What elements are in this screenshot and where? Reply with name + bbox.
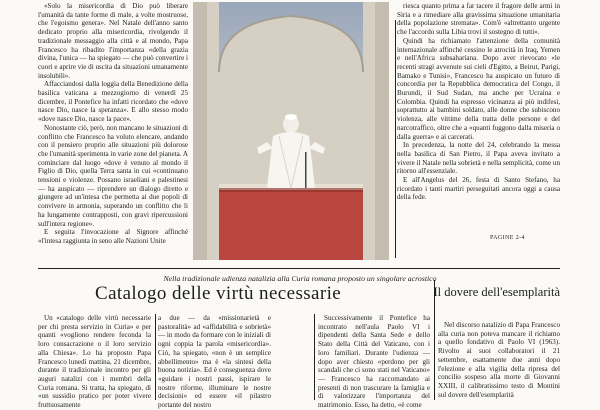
page-reference: PAGINE 2-4	[490, 235, 525, 241]
article-paragraph: E seguita l'invocazione al Signore affinché «l'intesa raggiunta in seno alle Nazioni Unite	[38, 228, 188, 245]
sidebar-column	[438, 321, 560, 400]
article-paragraph: a due — da «missionarietà e pastoralità» ad «affidabilità e sobrietà» — in modo da formare con le iniziali di ogni coppia la parola «misericordia». Ciò, ha spiegato, «non è un semplice abbellimento» ma è «la sintesi della buona notizia». Ed è conseguenza dove «guidare i nostri passi, ispirare le nostre riforme, illuminare le nostre decisioni» ed essere «il pilastro portante del nostro	[158, 314, 271, 410]
pope-loggia-photo	[193, 2, 389, 260]
article-column-right	[397, 2, 560, 234]
article-column-left	[38, 2, 188, 256]
article-paragraph: In precedenza, la notte del 24, celebrando la messa nella basilica di San Pietro, il Papa aveva invitato a vivere il Natale nella sobrietà e nella semplicità, come un ritorno all'essenziale.	[397, 141, 560, 176]
section-divider	[38, 268, 560, 269]
article-paragraph: Un «catalogo delle virtù necessarie per chi presta servizio in Curia» e per quanti «vogliono rendere feconda la loro consacrazione o il loro servizio alla Chiesa». Lo ha proposto Papa Francesco lunedì mattina, 21 dicembre, durante il tradizionale incontro per gli auguri natalizi con i membri della Curia romana. Si tratta, ha spiegato, di «un sussidio pratico per poter vivere fruttuosamente	[38, 314, 151, 410]
story-column-2	[158, 314, 271, 410]
article-paragraph: riesca quanto prima a far tacere il fragore delle armi in Siria e a rimediare alla gravissima situazione umanitaria della popolazione stremata». Com'è «altrettanto urgente che l'accordo sulla Libia trovi il sostegno di tutti».	[397, 2, 560, 37]
kicker: Nella tradizionale udienza natalizia alla Curia romana proposto un singolare acrostico	[163, 274, 437, 283]
side-headline: Il dovere dell'esemplarità	[433, 285, 560, 299]
story-column-1	[38, 314, 151, 410]
article-paragraph: Successivamente il Pontefice ha incontrato nell'aula Paolo VI i dipendenti della Santa Sede e dello Stato della Città del Vaticano, con i loro familiari. Durante l'udienza — dopo aver chiesto «perdono per gli scandali che ci sono stati nel Vaticano» — Francesco ha raccomandato ai presenti di non trascurare la famiglia e di valorizzare l'importanza del matrimonio. Esso, ha detto, «è come	[318, 314, 430, 410]
article-paragraph: «Solo la misericordia di Dio può liberare l'umanità da tante forme di male, a volte mostruose, che l'egoismo genera». Nel Natale dell'anno santo dedicato proprio alla misericordia, rivolgendo il tradizionale messaggio alla città e al mondo, Papa Francesco ha ribadito l'importanza «della grazia divina, l'unica — ha spiegato — che può convertire i cuori e aprire vie di uscita da situazioni umanamente insolubili».	[38, 2, 188, 80]
article-paragraph: Nel discorso natalizio di Papa Francesco alla curia non poteva mancare il richiamo a quello fondativo di Paolo VI (1963). Rivolto ai suoi collaboratori il 21 settembre, esattamente due anni dopo l'elezione e alla vigilia della ripresa del concilio sospeso alla morte di Giovanni XXIII, il calibratissimo testo di Montini sul dovere dell'esemplarità	[438, 321, 560, 399]
article-paragraph: E all'Angelus del 26, festa di Santo Stefano, ha ricordato i tanti martiri perseguitati ancora oggi a causa della fede.	[397, 176, 560, 202]
article-paragraph: Affacciandosi dalla loggia della Benedizione della basilica vaticana a mezzogiorno di venerdì 25 dicembre, il Pontefice ha infatti ricordato che «dove nasce Dio, nasce la speranza». E allo stesso modo «dove nasce Dio, nasce la pace».	[38, 80, 188, 124]
story-column-3	[318, 314, 430, 410]
column-rule	[314, 314, 315, 400]
headline: Catalogo delle virtù necessarie	[95, 283, 342, 304]
column-rule	[395, 20, 396, 258]
article-paragraph: Quindi ha richiamato l'attenzione della comunità internazionale affinché cessino le atrocità in Iraq, Yemen e nell'Africa subsahariana. Dopo aver rievocato «le recenti stragi avvenute sui cieli d'Egitto, a Beirut, Parigi, Bamako e Tunisi», Francesco ha auspicato un futuro di concordia per la Repubblica democratica del Congo, il Burundi, il Sud Sudan, ma anche per Ucraina e Colombia. Quindi ha espresso vicinanza ai più indifesi, soprattutto ai bambini soldato, alle donne che subiscono violenza, alle vittime della tratta delle persone e del narcotraffico, oltre che a «quanti fuggono dalla miseria o dalla guerra» e ai carcerati.	[397, 36, 560, 141]
article-paragraph: Nonostante ciò, però, non mancano le situazioni di conflitto che Francesco ha voluto elencare, andando con il pensiero proprio alle situazioni più dolorose che l'umanità sperimenta in varie zone del pianeta. A cominciare dal luogo «dove è venuto al mondo il Figlio di Dio, quella Terra santa in cui «continuano tensioni e violenze. Possano israeliani e palestinesi — ha auspicato — riprendere un dialogo diretto e giungere ad un'intesa che permetta ai due popoli di convivere in armonia, superando un conflitto che li ha lungamente contrapposti, con gravi ripercussioni sull'intera regione».	[38, 123, 189, 228]
column-rule	[155, 314, 156, 400]
